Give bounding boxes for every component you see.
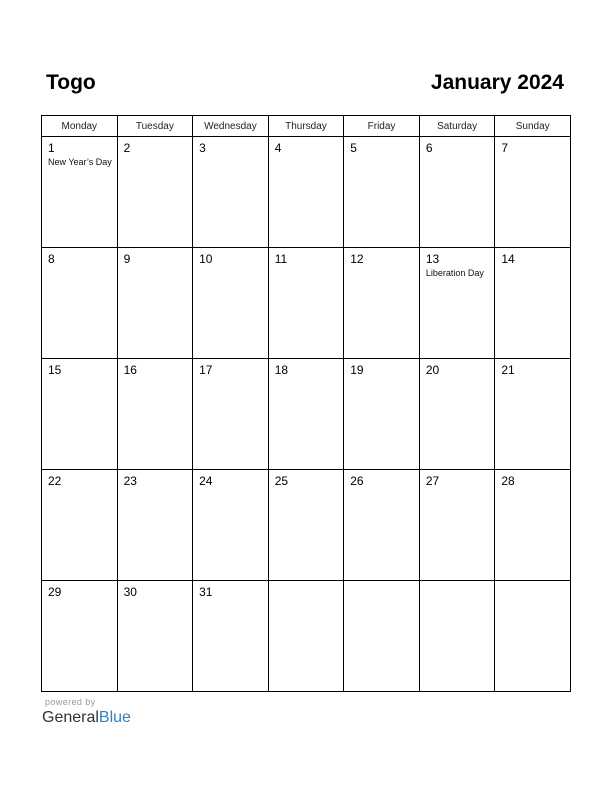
day-cell xyxy=(117,137,193,248)
week-row xyxy=(42,137,571,248)
day-cell xyxy=(268,470,344,581)
day-number: 27 xyxy=(425,474,440,488)
day-cell xyxy=(344,137,420,248)
day-cell xyxy=(344,248,420,359)
day-number: 14 xyxy=(501,252,515,266)
day-cell xyxy=(419,248,495,359)
day-number: 24 xyxy=(199,474,213,488)
generalblue-logo[interactable] xyxy=(42,708,131,728)
day-number xyxy=(269,581,344,585)
day-cell xyxy=(42,359,118,470)
day-number: 1 xyxy=(48,141,55,155)
holiday-label: New Year’s Day xyxy=(48,157,112,167)
day-number: 6 xyxy=(425,141,433,155)
day-cell xyxy=(193,581,269,692)
day-number: 7 xyxy=(501,141,509,155)
day-cell xyxy=(117,248,193,359)
day-cell xyxy=(495,581,571,692)
day-cell xyxy=(495,470,571,581)
weekday-header: Thursday xyxy=(268,116,344,137)
day-cell xyxy=(344,470,420,581)
day-number: 5 xyxy=(350,141,357,155)
day-number: 23 xyxy=(123,474,137,488)
day-cell xyxy=(193,359,269,470)
month-title: January 2024 xyxy=(430,71,564,94)
day-cell xyxy=(344,359,420,470)
day-number: 16 xyxy=(123,363,137,377)
powered-by-label: powered by xyxy=(45,697,96,707)
day-number: 30 xyxy=(123,585,137,599)
day-number: 20 xyxy=(425,363,440,377)
logo-text-blue: Blue xyxy=(98,709,131,726)
week-row xyxy=(42,470,571,581)
day-number: 22 xyxy=(48,474,62,488)
day-number: 4 xyxy=(274,141,282,155)
day-cell xyxy=(495,248,571,359)
day-cell xyxy=(117,359,193,470)
calendar-grid xyxy=(41,115,571,692)
holiday-label: Liberation Day xyxy=(425,268,484,278)
weekday-header: Monday xyxy=(42,116,118,137)
day-cell xyxy=(268,248,344,359)
day-cell xyxy=(117,470,193,581)
day-number: 2 xyxy=(123,141,131,155)
week-row xyxy=(42,581,571,692)
day-cell xyxy=(495,137,571,248)
day-number: 28 xyxy=(501,474,515,488)
day-number: 25 xyxy=(274,474,289,488)
weekday-header: Tuesday xyxy=(117,116,193,137)
day-number: 29 xyxy=(48,585,62,599)
week-row xyxy=(42,359,571,470)
weekday-header-row xyxy=(42,116,571,137)
weekday-header: Friday xyxy=(344,116,420,137)
day-cell xyxy=(419,359,495,470)
day-number: 13 xyxy=(425,252,440,266)
day-number: 9 xyxy=(123,252,131,266)
weekday-header: Saturday xyxy=(419,116,495,137)
day-cell xyxy=(193,248,269,359)
day-cell xyxy=(495,359,571,470)
day-cell xyxy=(42,470,118,581)
weekday-header: Wednesday xyxy=(193,116,269,137)
day-cell xyxy=(268,137,344,248)
day-cell xyxy=(117,581,193,692)
day-number xyxy=(344,581,419,585)
week-row xyxy=(42,248,571,359)
day-cell xyxy=(419,137,495,248)
day-cell xyxy=(268,359,344,470)
day-number: 8 xyxy=(48,252,55,266)
weekday-header: Sunday xyxy=(495,116,571,137)
day-cell xyxy=(419,581,495,692)
day-cell xyxy=(42,248,118,359)
day-number: 26 xyxy=(350,474,364,488)
day-number xyxy=(495,581,570,585)
day-number: 31 xyxy=(199,585,213,599)
day-number: 18 xyxy=(274,363,289,377)
logo-text-general: General xyxy=(42,709,99,726)
day-number: 21 xyxy=(501,363,515,377)
day-number: 3 xyxy=(199,141,206,155)
day-number: 11 xyxy=(274,252,288,266)
day-cell xyxy=(344,581,420,692)
day-number: 15 xyxy=(48,363,62,377)
day-cell xyxy=(42,137,118,248)
day-cell xyxy=(419,470,495,581)
day-number: 17 xyxy=(199,363,213,377)
day-cell xyxy=(268,581,344,692)
country-title: Togo xyxy=(46,71,96,94)
day-number: 10 xyxy=(199,252,213,266)
day-cell xyxy=(193,137,269,248)
day-cell xyxy=(193,470,269,581)
day-number: 19 xyxy=(350,363,364,377)
day-number: 12 xyxy=(350,252,364,266)
day-number xyxy=(420,581,495,585)
day-cell xyxy=(42,581,118,692)
